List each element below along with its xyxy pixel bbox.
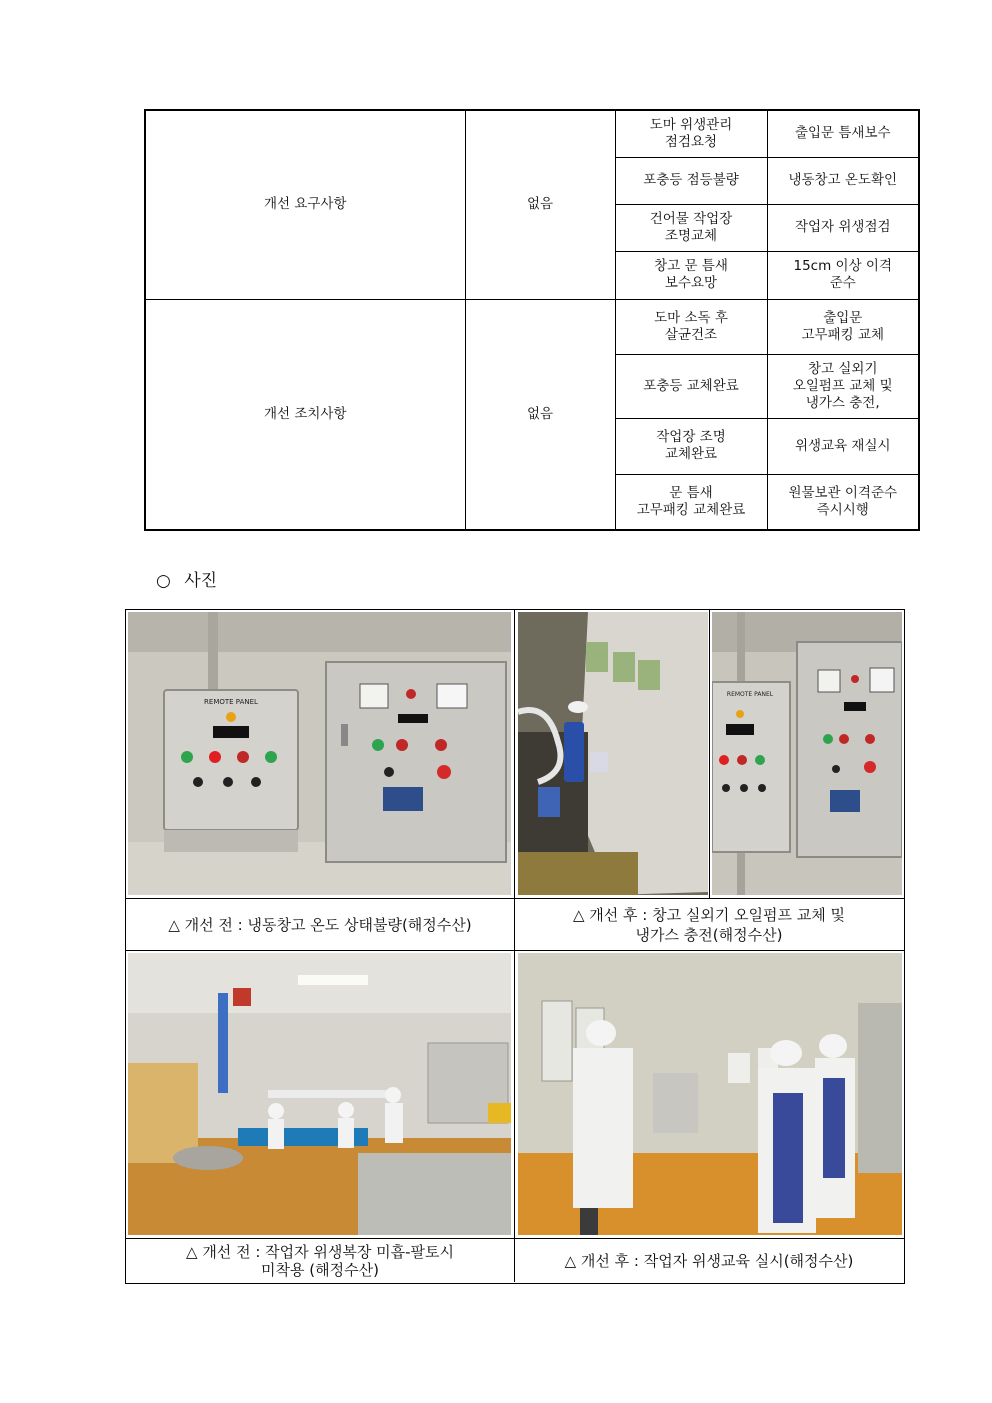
panels-after-image: [712, 612, 902, 895]
photo-training-after: [518, 953, 902, 1235]
table-cell: 포충등 교체완료: [615, 354, 767, 418]
circle-bullet-icon: ○: [156, 571, 171, 591]
grid-divider: [125, 1238, 904, 1239]
caption-bottom-right: △ 개선 후 : 작업자 위생교육 실시(해정수산): [564, 1251, 854, 1270]
svg-text:REMOTE PANEL: REMOTE PANEL: [726, 691, 774, 698]
photo-control-panels-before: [128, 612, 511, 895]
table-cell: 출입문 고무패킹 교체: [767, 299, 919, 354]
table-cell: 포충등 점등불량: [615, 157, 767, 204]
photo-oil-pump-after: [518, 612, 708, 895]
grid-divider: [125, 898, 904, 899]
row-label: 개선 요구사항: [145, 110, 465, 299]
table-cell: 도마 위생관리 점검요청: [615, 110, 767, 157]
training-image: [518, 953, 902, 1235]
table-cell: 작업장 조명 교체완료: [615, 418, 767, 474]
row-label: 개선 조치사항: [145, 299, 465, 530]
oil-pump-image: [518, 612, 708, 895]
control-panels-image: [128, 612, 511, 895]
caption-top-left: △ 개선 전 : 냉동창고 온도 상태불량(해정수산): [168, 916, 472, 934]
photo-workroom-before: [128, 953, 511, 1235]
table-cell: 도마 소독 후 살균건조: [615, 299, 767, 354]
table-cell: 냉동창고 온도확인: [767, 157, 919, 204]
table-cell: 문 틈새 고무패킹 교체완료: [615, 474, 767, 530]
caption-top-right: △ 개선 후 : 창고 실외기 오일펌프 교체 및 냉가스 충전(해정수산): [572, 906, 846, 944]
table-cell: 창고 실외기 오일펌프 교체 및 냉가스 충전,: [767, 354, 919, 418]
row-middle: 없음: [465, 299, 615, 530]
row-middle: 없음: [465, 110, 615, 299]
caption-bottom-left: △ 개선 전 : 작업자 위생복장 미흡-팔토시 미착용 (해정수산): [186, 1242, 454, 1279]
table-cell: 위생교육 재실시: [767, 418, 919, 474]
workroom-image: [128, 953, 511, 1235]
photo-panels-after: [712, 612, 902, 895]
section-heading: [156, 566, 217, 591]
table-cell: 건어물 작업장 조명교체: [615, 204, 767, 251]
photo-divider: [709, 609, 710, 898]
improvement-table: [144, 109, 920, 531]
table-cell: 작업자 위생점검: [767, 204, 919, 251]
section-title: 사진: [184, 571, 218, 591]
table-cell: 15cm 이상 이격 준수: [767, 251, 919, 299]
remote-panel-label: REMOTE PANEL: [204, 698, 258, 706]
table-cell: 원물보관 이격준수 즉시시행: [767, 474, 919, 530]
table-cell: 출입문 틈새보수: [767, 110, 919, 157]
grid-divider: [125, 950, 904, 951]
table-cell: 창고 문 틈새 보수요망: [615, 251, 767, 299]
